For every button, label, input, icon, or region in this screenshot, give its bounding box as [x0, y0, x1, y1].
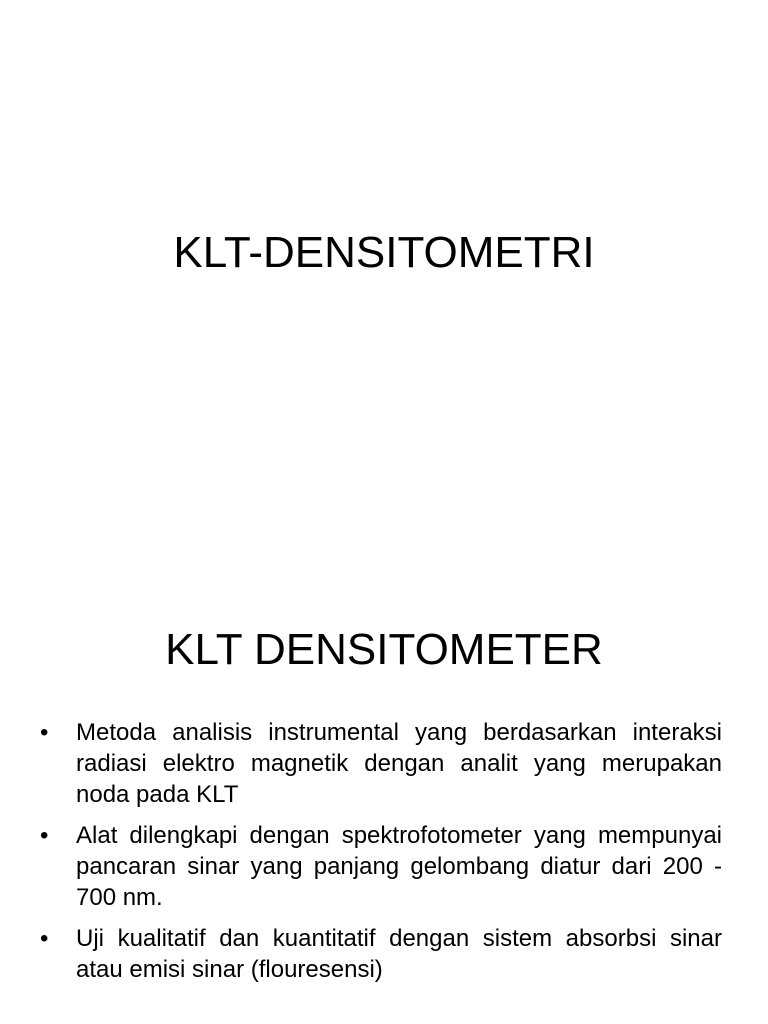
bullet-item: [40, 820, 722, 913]
slide-2: [0, 512, 768, 1024]
slide-title: KLT-DENSITOMETRI: [173, 228, 595, 277]
bullet-dot-icon: •: [40, 925, 49, 952]
slide-title: KLT DENSITOMETER: [165, 625, 603, 674]
bullet-list: [40, 717, 722, 995]
bullet-text: Uji kualitatif dan kuantitatif dengan sistem absorbsi sinar atau emisi sinar (flouresensi): [76, 925, 722, 983]
bullet-item: [40, 717, 722, 810]
bullet-text: Metoda analisis instrumental yang berdasarkan interaksi radiasi elektro magnetik dengan analit yang merupakan noda pada KLT: [76, 719, 722, 808]
bullet-text: Alat dilengkapi dengan spektrofotometer yang mempunyai pancaran sinar yang panjang gelombang diatur dari 200 - 700 nm.: [76, 822, 722, 911]
bullet-dot-icon: •: [40, 822, 49, 849]
bullet-dot-icon: •: [40, 719, 49, 746]
bullet-item: [40, 923, 722, 985]
